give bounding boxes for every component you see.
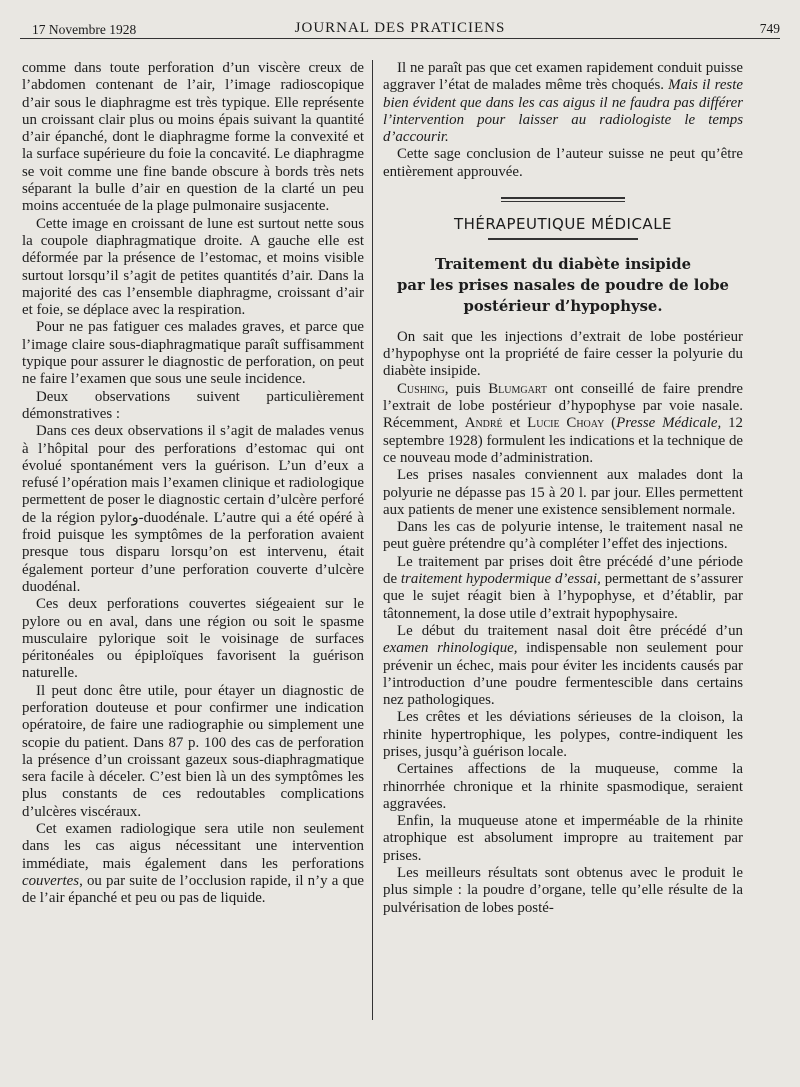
article-title-line: par les prises nasales de poudre de lobe <box>397 276 729 294</box>
text-run: , puis <box>444 380 489 397</box>
text-run: ont conseillé de faire prendre l’extrait de lobe postérieur d’hypophyse par voie nasale. Récemment, <box>383 380 743 432</box>
double-rule-separator <box>501 197 625 202</box>
text-run: permettant de s’assurer que le sujet réagit bien à l’hypophyse, et d’établir, par tâtonnement, la dose utile d’extrait hypophysaire. <box>383 571 743 622</box>
paragraph: Certaines affections de la muqueuse, comme la rhinorrhée chronique et la rhinite spasmodique, seraient aggravées. <box>383 761 743 812</box>
paragraph: Pour ne pas fatiguer ces malades graves, et parce que l’image claire sous-diaphragmatique paraît suffisamment typique pour assurer le diagnostic de perforation, on peut ne faire l’examen que sous une seule incidence. <box>22 319 364 388</box>
paragraph: Dans ces deux observations il s’agit de malades venus à l’hôpital pour des perforations d’estomac qui ont évolué spontanément vers la guérison. L’un d’eux a refusé l’opération mais l’examen clinique et radiologique permettent de poser le diagnostic certain d’ulcère perforé de la région pylorو-duodénale. L’autre qui a été opéré à froid puisque les symptômes de la perforation avaient presque tous disparu lorsqu’on est intervenu, était également porteur d’une perforation couverte d’ulcère duodénal. <box>22 423 364 595</box>
author-name: André <box>464 415 503 432</box>
text-run: ( <box>604 415 617 432</box>
text-run: Cet examen radiologique sera utile non seulement dans les cas aigus nécessitant une intervention immédiate, mais également dans les perforations <box>22 821 364 872</box>
paragraph: Les prises nasales conviennent aux malades dont la polyurie ne dépasse pas 15 à 20 l. par jour. Elles permettent aux patients de mener une existence sensiblement normale. <box>383 467 743 518</box>
paragraph: Enfin, la muqueuse atone et imperméable de la rhinite atrophique est absolument impropre au traitement par prises. <box>383 813 743 864</box>
left-column <box>22 60 364 908</box>
article-title <box>383 254 743 317</box>
text-run: 12 septembre 1928) formulent les indications et la technique de ce nouveau mode d’administration. <box>383 415 743 466</box>
text-run: Le traitement par prises doit être précédé d’une période de <box>383 553 743 588</box>
paragraph: Ces deux perforations couvertes siégeaient sur le pylore ou en aval, dans une région ou soit le spasme musculaire pylorique soit le voisinage de surfaces péritonéales ou épiploïques favorisent la guérison naturelle. <box>22 596 364 682</box>
paragraph <box>383 60 743 146</box>
paragraph: Deux observations suivent particulièrement démonstratives : <box>22 388 364 422</box>
article-title-line: postérieur d’hypophyse. <box>463 297 663 315</box>
paragraph <box>383 554 743 623</box>
text-run: et <box>502 415 528 432</box>
paragraph: Il peut donc être utile, pour étayer un diagnostic de perforation douteuse et pour confirmer une indication opératoire, de faire une radiographie ou simplement une scopie du patient. Dans 87 p. 100 des cas de perforation la présence d’un croissant gazeux sous-diaphragmatique sera facile à déceler. C’est bien là un des symptômes les plus constants de ces redoutables complications d’ulcères viscéraux. <box>22 682 364 820</box>
paragraph <box>383 381 743 467</box>
italic-run: Presse Médicale, <box>616 415 722 432</box>
journal-title: JOURNAL DES PRATICIENS <box>294 20 506 36</box>
text-run: , ou par suite de l’occlusion rapide, il n’y a que de l’air épanché et peu ou pas de liquide. <box>22 872 364 907</box>
paragraph: Cette sage conclusion de l’auteur suisse ne peut qu’être entièrement approuvée. <box>383 146 743 180</box>
author-name: Blumgart <box>488 380 547 397</box>
issue-date: 17 Novembre 1928 <box>32 22 137 37</box>
paragraph <box>22 821 364 907</box>
page-number: 749 <box>759 21 780 36</box>
paragraph: Les meilleurs résultats sont obtenus avec le produit le plus simple : la poudre d’organe, telle qu’elle résulte de la pulvérisation de lobes posté- <box>383 865 743 916</box>
italic-run: couvertes <box>22 872 80 889</box>
text-run: Le début du traitement nasal doit être précédé d’un <box>397 622 743 639</box>
paragraph: On sait que les injections d’extrait de lobe postérieur d’hypophyse ont la propriété de faire cesser la polyurie du diabète insipide. <box>383 328 743 380</box>
paragraph <box>383 623 743 709</box>
article-title-line: Traitement du diabète insipide <box>434 255 692 273</box>
paragraph: Cette image en croissant de lune est surtout nette sous la coupole diaphragmatique droite. A gauche elle est déformée par la présence de l’estomac, et moins visible surtout lorsqu’il s’agit de petites quantités d’air. Dans la majorité des cas l’ensemble diaphragme, croissant d’air et foie, se déplace avec la respiration. <box>22 215 364 319</box>
paragraph: Dans les cas de polyurie intense, le traitement nasal ne peut guère prétendre qu’à compléter l’effet des injections. <box>383 519 743 553</box>
column-divider <box>372 60 373 1020</box>
italic-run: traitement hypodermique d’essai, <box>400 571 601 588</box>
section-title: THÉRAPEUTIQUE MÉDICALE <box>453 215 673 234</box>
italic-run: examen rhinologique, <box>383 640 518 657</box>
section-underline <box>488 238 638 240</box>
right-column <box>383 60 743 917</box>
text-run: indispensable non seulement pour prévenir un échec, mais pour éviter les incidents causés par l’introduction d’une poudre fermentescible dans certains nez pathologiques. <box>383 640 743 709</box>
author-name: Cushing <box>397 380 445 397</box>
page-header <box>20 14 780 39</box>
italic-run: Mais il reste bien évident que dans les cas aigus il ne faudra pas différer l’intervention pour laisser au radiologiste le temps d’accourir. <box>383 77 743 146</box>
author-name: Lucie Choay <box>527 415 605 432</box>
paragraph: Les crêtes et les déviations sérieuses de la cloison, la rhinite hypertrophique, les polypes, contre-indiquent les prises, jusqu’à guérison locale. <box>383 709 743 760</box>
text-run: Il ne paraît pas que cet examen rapidement conduit puisse aggraver l’état de malades même très choqués. <box>383 60 743 94</box>
paragraph: comme dans toute perforation d’un viscère creux de l’abdomen contenant de l’air, l’image radioscopique d’air sous le diaphragme est très typique. Elle représente un croissant clair plus ou moins épais suivant la quantité d’air épanché, dont le diaphragme forme la convexité et la surface supérieure du foie la concavité. Le diaphragme se voit comme une fine bande obscure à bords très nets séparant la bulle d’air en question de la clarté un peu moins accentuée de la plage pulmonaire susjacente. <box>22 60 364 215</box>
